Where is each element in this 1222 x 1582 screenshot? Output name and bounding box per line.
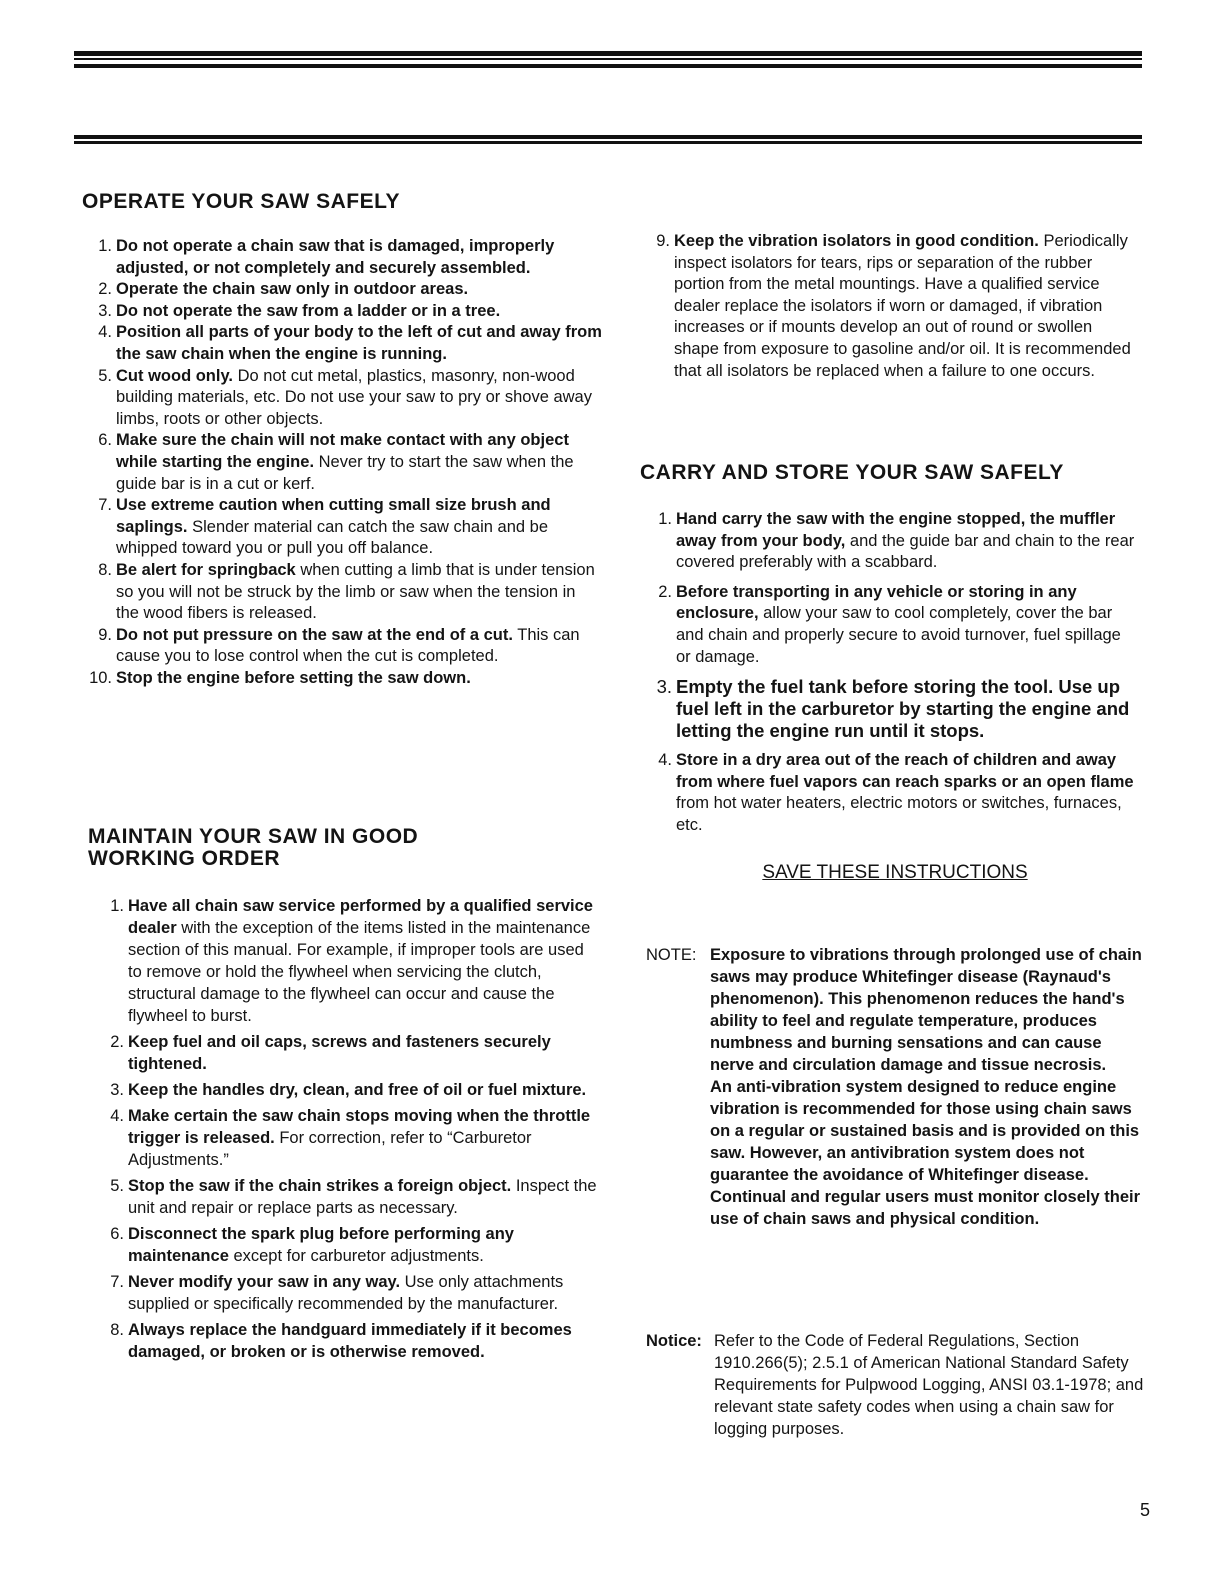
item-text: Do not cut metal, plastics, masonry, non-wood building materials, etc. Do not use your saw to pry or shove away limbs, roots or other objects. (116, 366, 592, 428)
list-item (89, 668, 602, 690)
item-bold-text: Keep fuel and oil caps, screws and fasteners securely tightened. (128, 1033, 551, 1073)
item-bold-text: Do not operate the saw from a ladder or in a tree. (116, 301, 501, 320)
item-bold-text: Be alert for springback (116, 560, 296, 579)
item-bold-text: Empty the fuel tank before storing the tool. Use up fuel left in the carburetor by starting the engine and letting the engine run until it stops. (676, 676, 1130, 742)
item-text: and the guide bar and chain to the rear covered preferably with a scabbard. (676, 531, 1135, 572)
item-text: allow your saw to cool completely, cover the bar and chain and properly secure to avoid turnover, fuel spillage or damage. (676, 604, 1121, 666)
notice-block (646, 1330, 1150, 1440)
item-bold-text: Stop the engine before setting the saw down. (116, 668, 471, 687)
item-bold-text: Store in a dry area out of the reach of children and away from where fuel vapors can reach sparks or an open flame (676, 751, 1134, 791)
item-number: 4. (98, 323, 112, 342)
item-text: when cutting a limb that is under tension so you will not be struck by the limb or saw when the tension in the wood fibers is released. (116, 560, 595, 623)
item-bold-text: Hand carry the saw with the engine stopped, the muffler away from your body, (676, 510, 1116, 550)
list-item (98, 236, 602, 279)
item-number: 1. (110, 897, 124, 915)
section-heading-maintain: MAINTAIN YOUR SAW IN GOOD WORKING ORDER (88, 825, 419, 870)
top-rule-lower (74, 64, 1142, 68)
list-item (658, 509, 1140, 574)
item-text: For correction, refer to “Carburetor Adjustments.” (128, 1129, 532, 1169)
list-item (98, 366, 602, 431)
item-number: 3. (110, 1081, 124, 1099)
list-item (98, 279, 602, 301)
item-number: 3. (98, 301, 112, 320)
list-item (110, 1079, 602, 1101)
operate-safely-list (89, 236, 602, 689)
note-paragraph-2: An anti-vibration system designed to reduce engine vibration is recommended for those using chain saws on a regular or sustained basis and is provided on this saw. However, an antivibration system does not guarantee the avoidance of Whitefinger disease. Continual and regular users must monitor closely their use of chain saws and physical condition. (710, 1078, 1140, 1228)
item-number: 2. (110, 1033, 124, 1051)
save-instructions-heading (640, 862, 1150, 884)
list-item (110, 1105, 602, 1171)
list-item (110, 895, 602, 1027)
list-item (98, 322, 602, 365)
item-number: 4. (110, 1107, 124, 1125)
item-bold-text: Stop the saw if the chain strikes a foreign object. (128, 1177, 512, 1195)
item-text: from hot water heaters, electric motors or switches, furnaces, etc. (676, 794, 1122, 834)
item-bold-text: Use extreme caution when cutting small size brush and saplings. (116, 496, 551, 536)
item-text: This can cause you to lose control when the cut is completed. (116, 625, 580, 666)
item-number: 6. (110, 1225, 124, 1243)
item-number: 7. (110, 1273, 124, 1291)
item-bold-text: Keep the handles dry, clean, and free of oil or fuel mixture. (128, 1081, 587, 1099)
item-bold-text: Have all chain saw service performed by a qualified service dealer (128, 897, 593, 937)
item-number: 3. (656, 676, 672, 698)
item-number: 1. (658, 510, 672, 528)
item-number: 1. (98, 237, 112, 255)
item-number: 8. (98, 560, 112, 579)
note-block (646, 944, 1150, 1230)
operate-safely-list-continued (656, 231, 1140, 382)
list-item (98, 625, 602, 668)
item-number: 8. (110, 1321, 124, 1339)
item-text: with the exception of the items listed in the maintenance section of this manual. For example, if improper tools are used to remove or hold the flywheel when servicing the clutch, structural damage to the flywheel can occur and cause the flywheel to burst. (128, 919, 591, 1025)
item-number: 6. (98, 431, 112, 450)
item-number: 4. (658, 751, 672, 770)
item-bold-text: Never modify your saw in any way. (128, 1273, 401, 1291)
item-bold-text: Position all parts of your body to the left of cut and away from the saw chain when the engine is running. (116, 323, 602, 363)
item-bold-text: Do not operate a chain saw that is damaged, improperly adjusted, or not completely and securely assembled. (116, 237, 555, 277)
list-item (98, 495, 602, 560)
item-number: 5. (110, 1177, 124, 1195)
notice-body: Refer to the Code of Federal Regulations, Section 1910.266(5); 2.5.1 of American National Standard Safety Requirements for Pulpwood Logging, ANSI 03.1-1978; and relevant state safety codes when using a chain saw for logging purposes. (714, 1332, 1144, 1438)
header-rule-thick (74, 135, 1142, 139)
item-text: Slender material can catch the saw chain and be whipped toward you or pull you off balance. (116, 517, 548, 558)
list-item (656, 676, 1140, 742)
note-paragraph-1: Exposure to vibrations through prolonged use of chain saws may produce Whitefinger disease (Raynaud's phenomenon). This phenomenon reduces the hand's ability to feel and regulate temperature, produces numbness and burning sensations and can cause nerve and circulation damage and tissue necrosis. (710, 946, 1142, 1074)
item-number: 9. (98, 625, 112, 644)
save-instructions-text: SAVE THESE INSTRUCTIONS (762, 862, 1028, 883)
item-bold-text: Make certain the saw chain stops moving when the throttle trigger is released. (128, 1107, 591, 1147)
list-item (110, 1319, 602, 1363)
list-item (98, 430, 602, 495)
maintain-list (110, 895, 602, 1367)
item-number: 10. (89, 668, 112, 687)
item-bold-text: Always replace the handguard immediately if it becomes damaged, or broken or is otherwise removed. (128, 1321, 572, 1361)
list-item (656, 231, 1140, 382)
item-number: 5. (98, 366, 112, 385)
item-text: Inspect the unit and repair or replace parts as necessary. (128, 1177, 597, 1217)
item-number: 7. (98, 496, 112, 515)
note-label: NOTE: (646, 946, 697, 964)
header-rule-lower (74, 141, 1142, 144)
item-text: Never try to start the saw when the guide bar is in a cut or kerf. (116, 452, 574, 493)
list-item (110, 1223, 602, 1267)
item-number: 2. (98, 280, 112, 299)
item-text: Use only attachments supplied or specifically recommended by the manufacturer. (128, 1273, 564, 1313)
item-bold-text: Do not put pressure on the saw at the end of a cut. (116, 625, 513, 644)
item-bold-text: Keep the vibration isolators in good condition. (674, 232, 1039, 250)
top-rule-thin (74, 58, 1142, 60)
list-item (98, 560, 602, 625)
note-body (710, 944, 1150, 1230)
list-item (110, 1175, 602, 1219)
list-item (98, 301, 602, 323)
item-number: 2. (658, 582, 672, 601)
item-bold-text: Disconnect the spark plug before performing any maintenance (128, 1225, 514, 1265)
list-item (658, 750, 1140, 836)
item-bold-text: Cut wood only. (116, 366, 234, 385)
list-item (110, 1031, 602, 1075)
notice-label: Notice: (646, 1332, 702, 1350)
item-number: 9. (656, 232, 670, 250)
section-heading-operate: OPERATE YOUR SAW SAFELY (82, 190, 400, 213)
item-text: Periodically inspect isolators for tears, rips or separation of the rubber portion from the metal mountings. Have a qualified service dealer replace the isolators if worn or damaged, if vibration increases or if mounts develop an out of round or swollen shape from exposure to gasoline and/or oil. It is recommended that all isolators be replaced when a failure to one occurs. (674, 232, 1131, 380)
item-bold-text: Operate the chain saw only in outdoor areas. (116, 280, 469, 299)
list-item (110, 1271, 602, 1315)
list-item (658, 582, 1140, 668)
section-heading-carry-store: CARRY AND STORE YOUR SAW SAFELY (640, 461, 1064, 484)
item-bold-text: Before transporting in any vehicle or storing in any enclosure, (676, 582, 1077, 623)
page-number: 5 (1140, 1500, 1151, 1520)
item-bold-text: Make sure the chain will not make contact with any object while starting the engine. (116, 431, 569, 471)
top-rule-thick (74, 51, 1142, 56)
carry-store-list (656, 509, 1140, 845)
item-text: except for carburetor adjustments. (228, 1247, 484, 1265)
